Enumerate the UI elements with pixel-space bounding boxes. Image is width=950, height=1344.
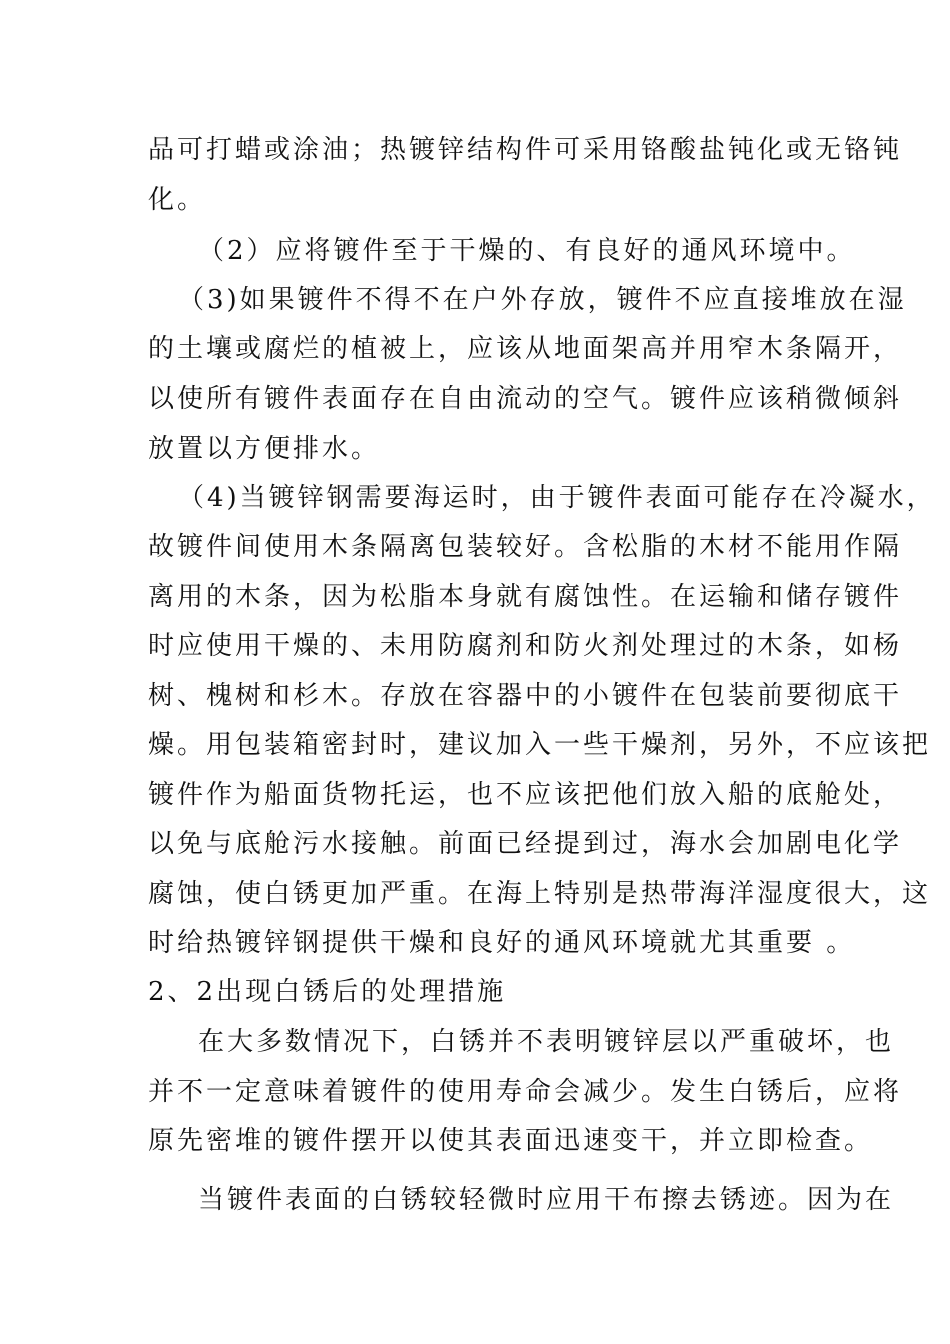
section-heading: 2、2出现白锈后的处理措施 xyxy=(148,977,507,1007)
list-item-4: （4)当镀锌钢需要海运时，由于镀件表面可能存在冷凝水， xyxy=(178,483,936,513)
text-line: 当镀件表面的白锈较轻微时应用干布擦去锈迹。因为在 xyxy=(198,1185,895,1215)
text-line: 燥。用包装箱密封时，建议加入一些干燥剂，另外，不应该把 xyxy=(148,730,932,760)
text-line: 在大多数情况下，白锈并不表明镀锌层以严重破坏，也 xyxy=(198,1027,895,1057)
text-line: 以使所有镀件表面存在自由流动的空气。镀件应该稍微倾斜 xyxy=(148,384,903,414)
list-item-3: （3)如果镀件不得不在户外存放，镀件不应直接堆放在湿 xyxy=(178,285,907,315)
text-line: 并不一定意味着镀件的使用寿命会减少。发生白锈后，应将 xyxy=(148,1077,903,1107)
text-line: 化。 xyxy=(148,185,207,215)
text-line: 树、槐树和杉木。存放在容器中的小镀件在包装前要彻底干 xyxy=(148,681,903,711)
text-line: 腐蚀，使白锈更加严重。在海上特别是热带海洋湿度很大，这 xyxy=(148,879,932,909)
text-line: 离用的木条，因为松脂本身就有腐蚀性。在运输和储存镀件 xyxy=(148,582,903,612)
text-line: 镀件作为船面货物托运，也不应该把他们放入船的底舱处， xyxy=(148,780,903,810)
text-line: 故镀件间使用木条隔离包装较好。含松脂的木材不能用作隔 xyxy=(148,532,903,562)
text-line: 以免与底舱污水接触。前面已经提到过，海水会加剧电化学 xyxy=(148,829,903,859)
list-item-2: （2）应将镀件至于干燥的、有良好的通风环境中。 xyxy=(198,236,856,266)
text-line: 时应使用干燥的、未用防腐剂和防火剂处理过的木条，如杨 xyxy=(148,631,903,661)
text-line: 品可打蜡或涂油；热镀锌结构件可采用铬酸盐钝化或无铬钝 xyxy=(148,135,903,165)
text-line: 的土壤或腐烂的植被上，应该从地面架高并用窄木条隔开， xyxy=(148,334,903,364)
text-line: 原先密堆的镀件摆开以使其表面迅速变干，并立即检查。 xyxy=(148,1126,874,1156)
text-line: 时给热镀锌钢提供干燥和良好的通风环境就尤其重要 。 xyxy=(148,928,856,958)
text-line: 放置以方便排水。 xyxy=(148,434,381,464)
